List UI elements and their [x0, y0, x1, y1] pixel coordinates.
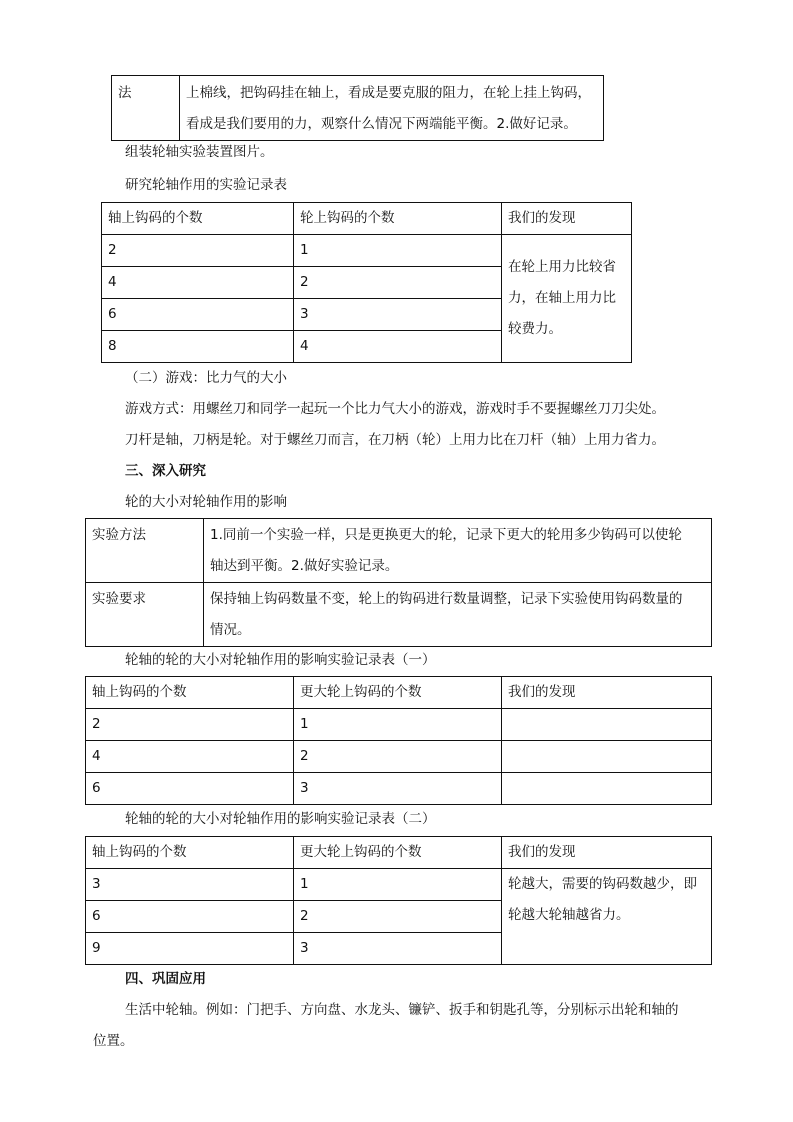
table-1-header-axle: 轴上钩码的个数 [102, 203, 294, 235]
table-1-header-wheel: 轮上钩码的个数 [294, 203, 502, 235]
table-cell: 2 [294, 267, 502, 299]
table-cell: 3 [294, 773, 502, 805]
top-table-content-cell [180, 76, 604, 141]
table-cell: 3 [294, 933, 502, 965]
table-1-finding-cell [502, 235, 632, 363]
table-3-finding-line-1: 轮越大，需要的钩码数越少，即 [508, 876, 697, 892]
top-table-line-1: 上棉线，把钩码挂在轴上，看成是要克服的阻力，在轮上挂上钩码， [186, 85, 591, 101]
table-2-header-finding: 我们的发现 [502, 677, 712, 709]
requirement-content-cell [204, 583, 712, 647]
table-cell: 2 [86, 709, 294, 741]
table-cell: 2 [102, 235, 294, 267]
top-table-label-cell [112, 76, 180, 141]
table-2-header-axle: 轴上钩码的个数 [86, 677, 294, 709]
game-method: 游戏方式：用螺丝刀和同学一起玩一个比力气大小的游戏，游戏时手不要握螺丝刀刀尖处。 [125, 401, 665, 417]
caption-record-table-3: 轮轴的轮的大小对轮轴作用的影响实验记录表（二） [125, 811, 436, 827]
table-cell: 6 [86, 773, 294, 805]
requirement-line-2: 情况。 [210, 622, 251, 638]
table-cell: 1 [294, 235, 502, 267]
method-label: 实验方法 [92, 527, 146, 543]
record-table-2 [85, 676, 712, 805]
table-3-finding-line-2: 轮越大轮轴越省力。 [508, 907, 630, 923]
table-3-header-axle: 轴上钩码的个数 [86, 837, 294, 869]
table-cell: 4 [294, 331, 502, 363]
record-table-3 [85, 836, 712, 965]
top-table-label: 法 [118, 85, 132, 101]
record-table-1 [101, 202, 632, 363]
method-requirement-table [85, 518, 712, 647]
table-cell: 1 [294, 869, 502, 901]
table-1-finding-line-1: 在轮上用力比较省 [508, 259, 616, 275]
table-cell: 3 [294, 299, 502, 331]
table-1-header-finding: 我们的发现 [502, 203, 632, 235]
game-conclusion: 刀杆是轴，刀柄是轮。对于螺丝刀而言，在刀柄（轮）上用力比在刀杆（轴）上用力省力。 [125, 432, 665, 448]
table-cell: 9 [86, 933, 294, 965]
top-table-line-2: 看成是我们要用的力，观察什么情况下两端能平衡。2.做好记录。 [186, 116, 577, 132]
caption-assemble: 组装轮轴实验装置图片。 [125, 144, 274, 160]
table-cell: 2 [294, 741, 502, 773]
table-3-header-finding: 我们的发现 [502, 837, 712, 869]
table-3-header-wheel: 更大轮上钩码的个数 [294, 837, 502, 869]
table-cell: 4 [86, 741, 294, 773]
table-cell [502, 741, 712, 773]
table-cell [502, 773, 712, 805]
table-2-header-wheel: 更大轮上钩码的个数 [294, 677, 502, 709]
table-cell: 8 [102, 331, 294, 363]
game-title: （二）游戏：比力气的大小 [125, 370, 287, 386]
section-3-subtitle: 轮的大小对轮轴作用的影响 [125, 494, 287, 510]
table-cell: 3 [86, 869, 294, 901]
section-4-title: 四、巩固应用 [125, 971, 206, 987]
table-cell: 2 [294, 901, 502, 933]
table-cell [502, 709, 712, 741]
method-line-1: 1.同前一个实验一样，只是更换更大的轮，记录下更大的轮用多少钩码可以使轮 [210, 527, 682, 543]
section-4-line-2: 位置。 [93, 1033, 134, 1049]
method-line-2: 轴达到平衡。2.做好实验记录。 [210, 558, 399, 574]
table-3-finding-cell [502, 869, 712, 965]
method-label-cell [86, 519, 204, 583]
section-3-title: 三、深入研究 [125, 463, 206, 479]
table-cell: 1 [294, 709, 502, 741]
caption-record-table-1: 研究轮轴作用的实验记录表 [125, 177, 287, 193]
requirement-label-cell [86, 583, 204, 647]
section-4-line-1: 生活中轮轴。例如：门把手、方向盘、水龙头、镰铲、扳手和钥匙孔等，分别标示出轮和轴的 [125, 1002, 679, 1018]
caption-record-table-2: 轮轴的轮的大小对轮轴作用的影响实验记录表（一） [125, 652, 436, 668]
table-cell: 6 [102, 299, 294, 331]
table-cell: 6 [86, 901, 294, 933]
table-1-finding-line-2: 力，在轴上用力比 [508, 290, 616, 306]
requirement-line-1: 保持轴上钩码数量不变，轮上的钩码进行数量调整，记录下实验使用钩码数量的 [210, 591, 683, 607]
method-content-cell [204, 519, 712, 583]
top-method-table [111, 75, 604, 141]
table-1-finding-line-3: 较费力。 [508, 321, 562, 337]
requirement-label: 实验要求 [92, 591, 146, 607]
table-cell: 4 [102, 267, 294, 299]
